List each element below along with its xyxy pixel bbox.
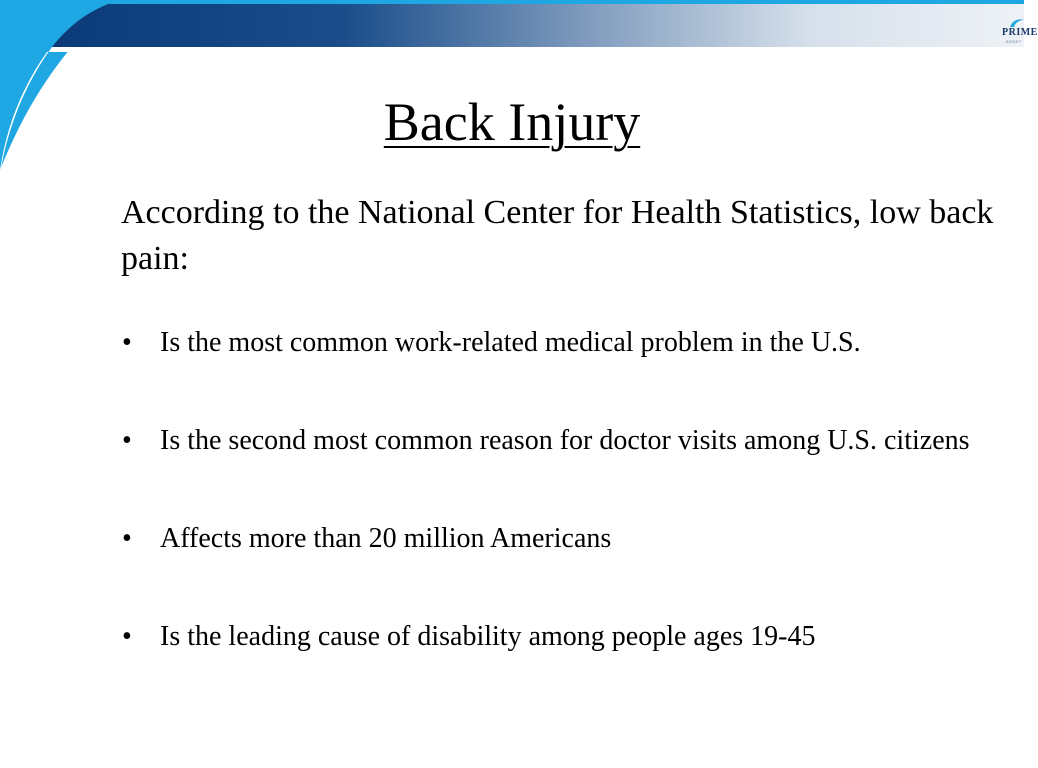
bullet-icon: • <box>122 327 132 358</box>
bullet-text: Is the leading cause of disability among people ages 19-45 <box>160 621 816 652</box>
bullet-icon: • <box>122 425 132 456</box>
bullet-item <box>120 323 1020 363</box>
top-thin-line <box>110 0 1024 4</box>
bullet-text: Is the most common work-related medical problem in the U.S. <box>160 327 861 358</box>
top-gradient-band <box>52 0 1024 47</box>
logo-text: PRIME <box>1002 27 1038 38</box>
company-logo <box>994 18 1038 46</box>
bullet-text: Affects more than 20 million Americans <box>160 523 612 554</box>
bullet-list <box>120 323 1020 657</box>
slide-title: Back Injury <box>383 92 641 152</box>
bullet-icon: • <box>122 621 132 652</box>
intro-text: According to the National Center for Health Statistics, low back pain: <box>121 194 994 277</box>
bullet-item <box>120 421 1020 461</box>
bullet-icon: • <box>122 523 132 554</box>
bullet-text: Is the second most common reason for doctor visits among U.S. citizens <box>160 425 970 456</box>
bullet-item <box>120 519 1020 559</box>
bullet-item <box>120 617 1020 657</box>
logo-subtext: ASSET <box>1006 39 1022 44</box>
